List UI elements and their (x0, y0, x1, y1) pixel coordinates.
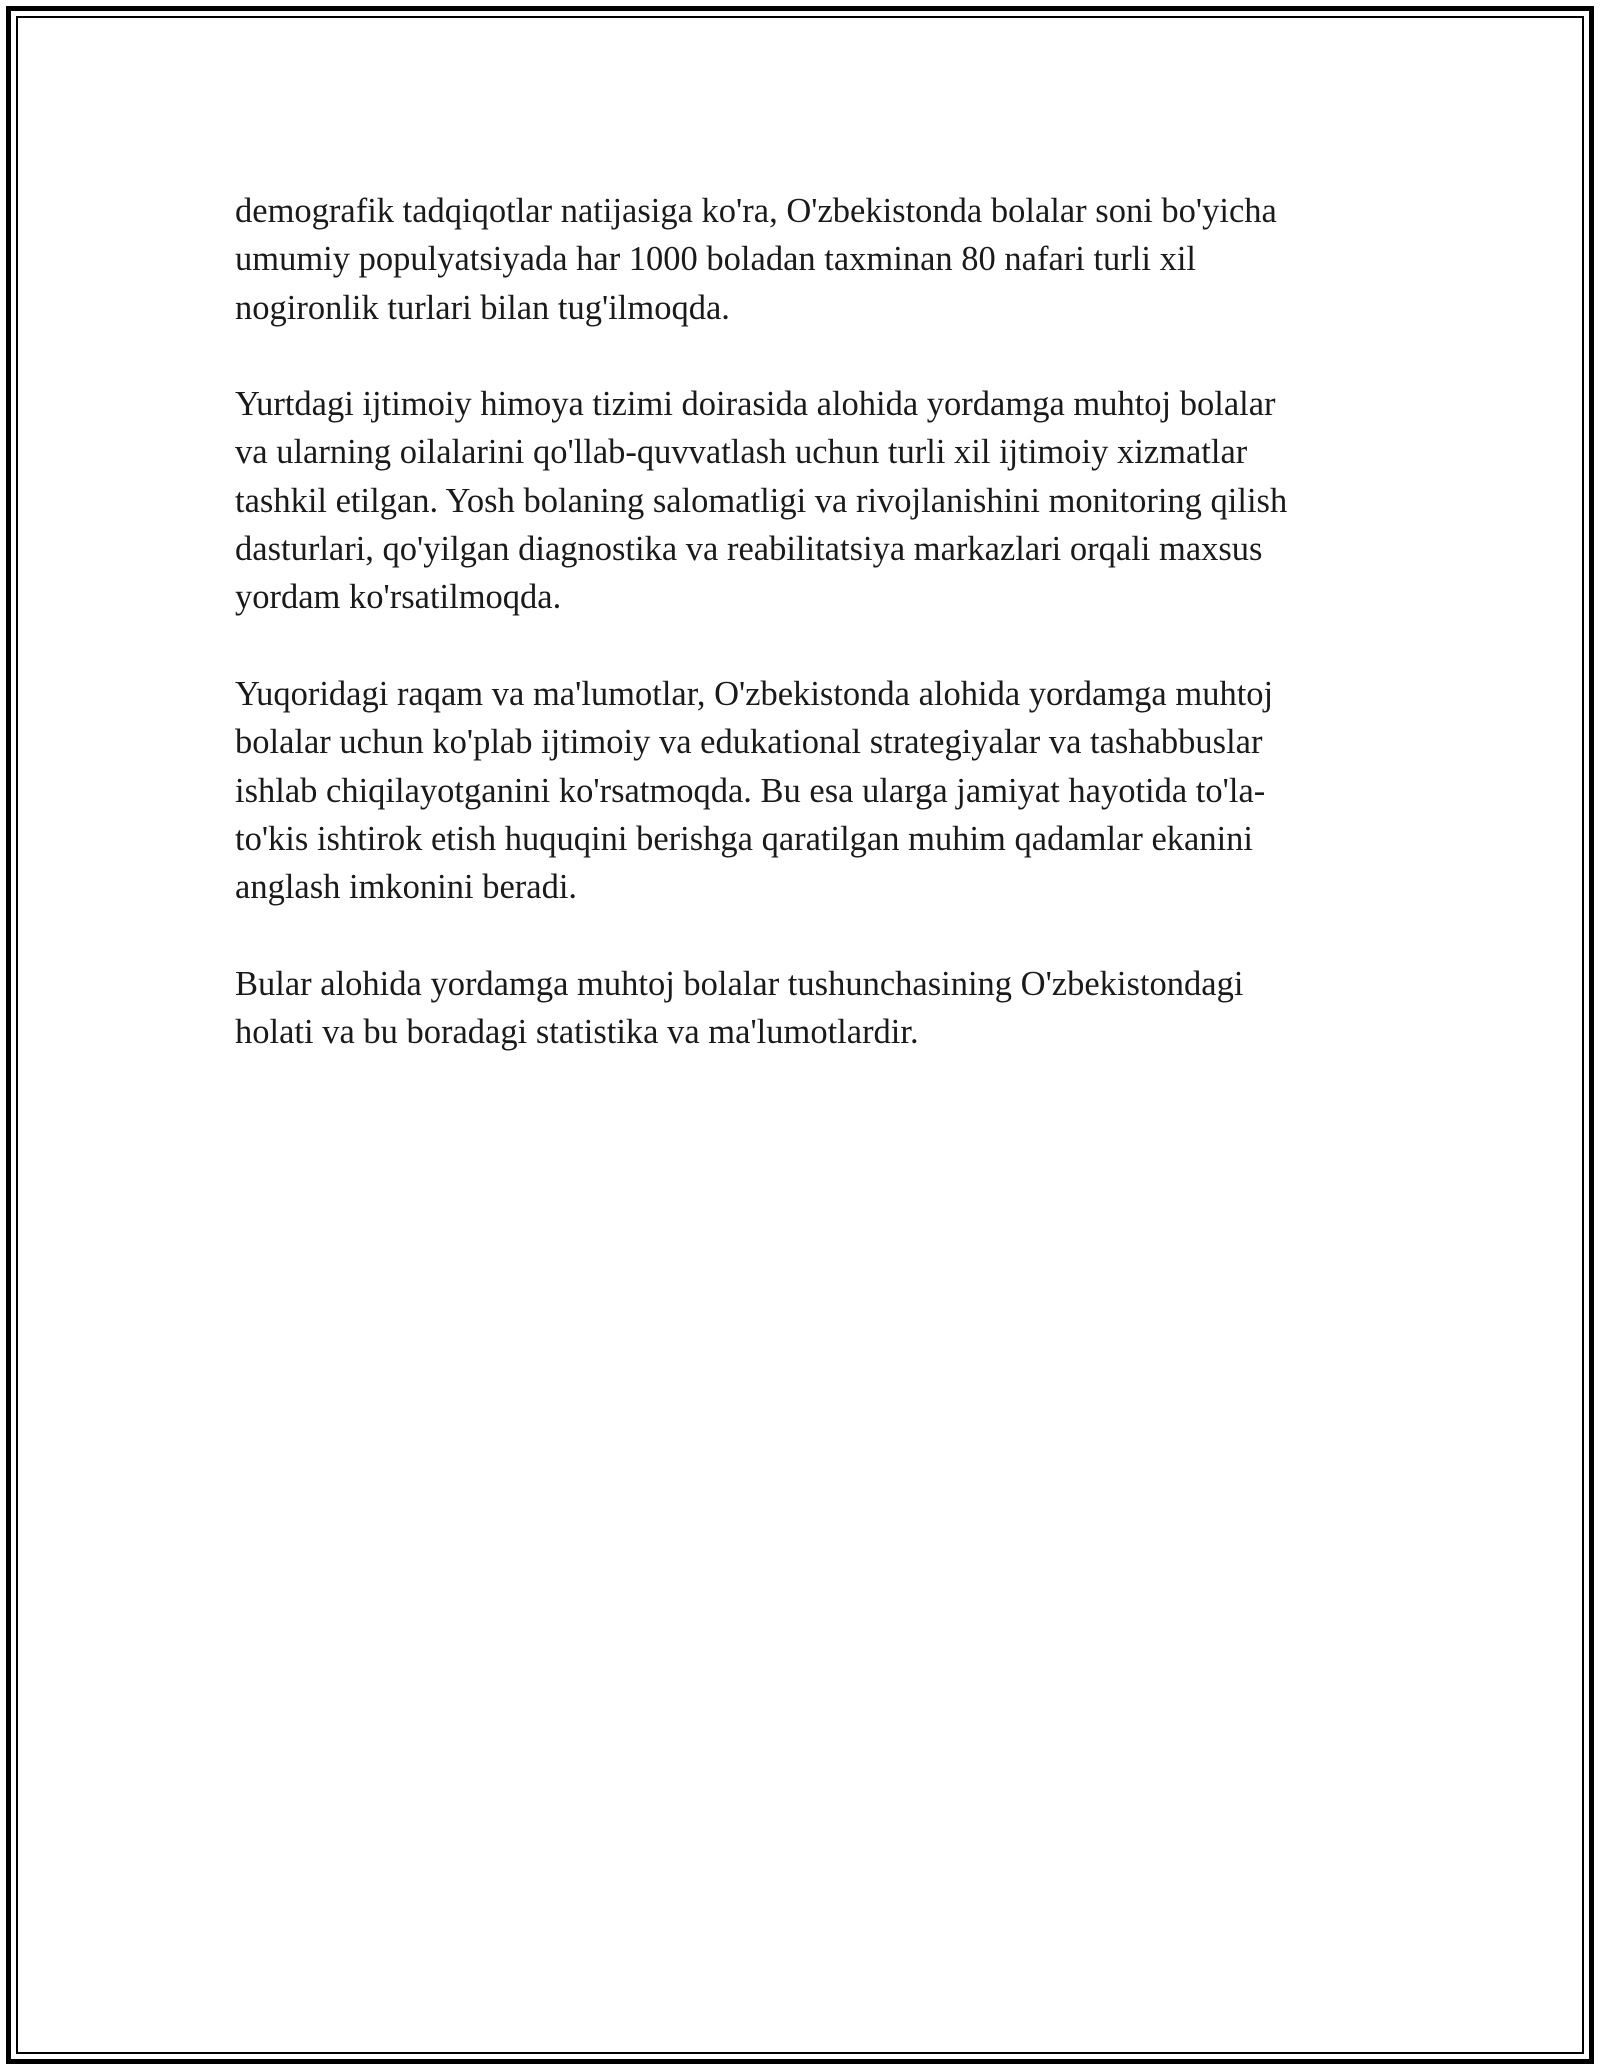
text-line: ishlab chiqilayotganini ko'rsatmoqda. Bu esa ularga jamiyat hayotida to'la- (235, 771, 1266, 810)
text-line: bolalar uchun ko'plab ijtimoiy va edukational strategiyalar va tashabbuslar (235, 723, 1263, 762)
text-line: Bular alohida yordamga muhtoj bolalar tushunchasining O'zbekistondagi (235, 964, 1244, 1003)
text-line: nogironlik turlari bilan tug'ilmoqda. (235, 288, 730, 327)
text-line: Yurtdagi ijtimoiy himoya tizimi doirasida alohida yordamga muhtoj bolalar (235, 385, 1276, 424)
text-line: tashkil etilgan. Yosh bolaning salomatligi va rivojlanishini monitoring qilish (235, 481, 1288, 520)
text-line: yordam ko'rsatilmoqda. (235, 578, 562, 617)
document-body (235, 187, 1375, 1105)
text-line: umumiy populyatsiyada har 1000 boladan taxminan 80 nafari turli xil (235, 240, 1196, 279)
text-line: dasturlari, qo'yilgan diagnostika va reabilitatsiya markazlari orqali maxsus (235, 530, 1263, 569)
text-line: Yuqoridagi raqam va ma'lumotlar, O'zbekistonda alohida yordamga muhtoj (235, 674, 1274, 713)
text-line: va ularning oilalarini qo'llab-quvvatlash uchun turli xil ijtimoiy xizmatlar (235, 433, 1248, 472)
paragraph-social-protection (235, 380, 1375, 621)
paragraph-strategies (235, 670, 1375, 911)
text-line: demografik tadqiqotlar natijasiga ko'ra, O'zbekistonda bolalar soni bo'yicha (235, 192, 1277, 230)
text-line: holati va bu boradagi statistika va ma'lumotlardir. (235, 1013, 919, 1052)
text-line: anglash imkonini beradi. (235, 868, 578, 907)
paragraph-demographic-statistics (235, 187, 1375, 332)
paragraph-conclusion (235, 960, 1375, 1057)
text-line: to'kis ishtirok etish huquqini berishga qaratilgan muhim qadamlar ekanini (235, 819, 1254, 858)
